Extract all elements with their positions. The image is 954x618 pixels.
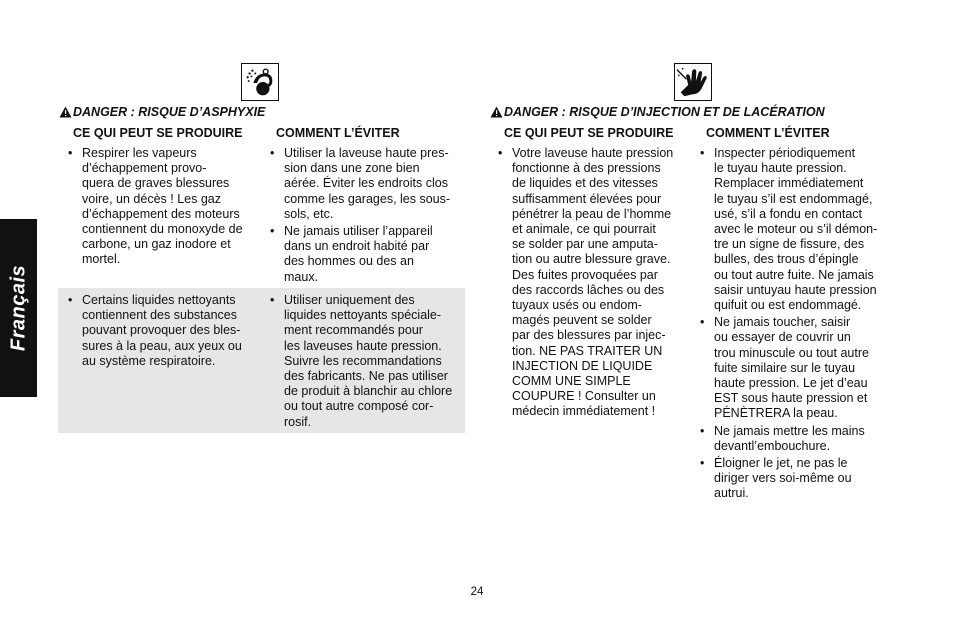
warning-triangle-icon (59, 106, 72, 118)
column-header-what: CE QUI PEUT SE PRODUIRE (73, 126, 243, 140)
list-item: • Ne jamais mettre les mains devantl’embouchure. (700, 424, 900, 454)
list-item: • Votre laveuse haute pression fonctionne à des pressions de liquides et des vitesses suffisamment élevées pour pénétrer la peau de l’homme et animale, ce qui pourrait se solder par une amputa- tion ou autre blessure grave. Des fuites provoquées par des raccords lâches ou des tuyaux usés ou endom- magés peuvent se solder par des blessures par injec- tion. NE PAS TRAITER UN INJECTION DE LIQUIDE COMM UNE SIMPLE COUPURE ! Consulter un médecin immédiatement ! (498, 146, 693, 420)
column-header-how: COMMENT L’ÉVITER (706, 126, 830, 140)
injection-hazard-hand-icon (674, 63, 712, 101)
left-row2-how-list (270, 293, 465, 432)
language-tab-label: Français (7, 264, 29, 352)
list-item: • Utiliser la laveuse haute pres- sion dans une zone bien aérée. Éviter les endroits clos comme les garages, les sous- sols, etc. (270, 146, 465, 222)
list-item: • Utiliser uniquement des liquides nettoyants spéciale- ment recommandés pour les laveuses haute pression. Suivre les recommandations des fabricants. Ne pas utiliser de produit à blanchir au chlore ou tout autre composé cor- rosif. (270, 293, 465, 430)
right-what-list (498, 146, 693, 422)
right-how-list (700, 146, 900, 504)
danger-title: DANGER : RISQUE D’ASPHYXIE (73, 105, 266, 119)
left-row1-how-list (270, 146, 465, 287)
language-tab (0, 219, 37, 397)
page-number: 24 (470, 586, 484, 598)
column-header-how: COMMENT L’ÉVITER (276, 126, 400, 140)
left-row1-what-list (68, 146, 258, 270)
column-header-what: CE QUI PEUT SE PRODUIRE (504, 126, 674, 140)
asphyxiation-hazard-icon (241, 63, 279, 101)
danger-heading-injection (490, 105, 825, 119)
list-item: • Certains liquides nettoyants contiennent des substances pouvant provoquer des bles- sures à la peau, aux yeux ou au système respiratoire. (68, 293, 258, 369)
list-item: • Éloigner le jet, ne pas le diriger vers soi-même ou autrui. (700, 456, 900, 502)
list-item: • Ne jamais utiliser l’appareil dans un endroit habité par des hommes ou des an maux. (270, 224, 465, 285)
list-item: • Ne jamais toucher, saisir ou essayer de couvrir un trou minuscule ou tout autre fuite similaire sur le tuyau haute pression. Le jet d’eau EST sous haute pression et PÉNÈTRERA la peau. (700, 315, 900, 421)
left-row2-what-list (68, 293, 258, 371)
list-item: • Respirer les vapeurs d’échappement provo- quera de graves blessures voire, un décès ! Les gaz d’échappement des moteurs contiennent du monoxyde de carbone, un gaz inodore et mortel. (68, 146, 258, 268)
list-item: • Inspecter périodiquement le tuyau haute pression. Remplacer immédiatement le tuyau s’il est endommagé, usé, s’il a fondu en contact avec le moteur ou s’il démon- tre un signe de fissure, des bulles, des trous d’épingle ou tout autre fuite. Ne jamais saisir untuyau haute pression quifuit ou est endommagé. (700, 146, 900, 313)
warning-triangle-icon (490, 106, 503, 118)
danger-title: DANGER : RISQUE D’INJECTION ET DE LACÉRATION (504, 105, 825, 119)
danger-heading-asphyxiation (59, 105, 265, 119)
